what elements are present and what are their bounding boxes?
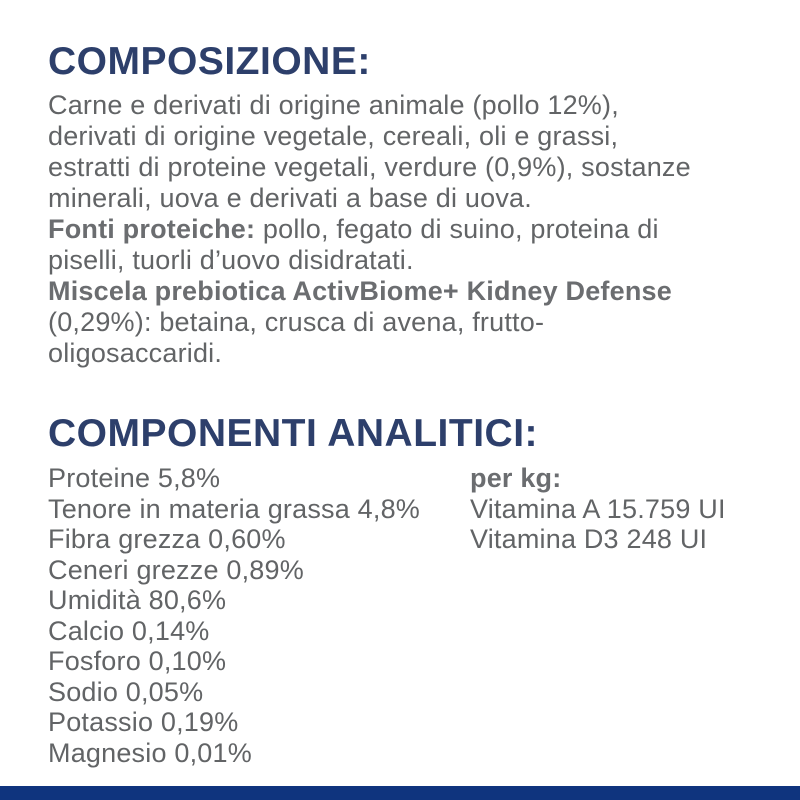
analytical-heading: COMPONENTI ANALITICI: — [48, 412, 539, 455]
composition-line — [48, 276, 691, 307]
per-kg-item: Vitamina A 15.759 UI — [470, 493, 726, 524]
analytical-item: Umidità 80,6% — [48, 585, 227, 615]
composition-line — [48, 338, 691, 369]
composition-line — [48, 152, 691, 183]
composition-bold-segment: Miscela prebiotica ActivBiome+ Kidney Defense — [48, 276, 672, 306]
analytical-item: Potassio 0,19% — [48, 707, 239, 737]
analytical-item: Ceneri grezze 0,89% — [48, 554, 304, 585]
composition-segment: estratti di proteine vegetali, verdure (0,9%), sostanze — [48, 152, 691, 182]
composition-line — [48, 121, 691, 152]
analytical-item: Tenore in materia grassa 4,8% — [48, 493, 420, 524]
composition-line — [48, 214, 691, 245]
analytical-components-list — [48, 463, 420, 768]
per-kg-item: Vitamina D3 248 UI — [470, 524, 708, 554]
composition-line — [48, 183, 691, 214]
composition-segment: Carne e derivati di origine animale (pollo 12%), — [48, 90, 619, 120]
composition-segment: (0,29%): betaina, crusca di avena, frutto- — [48, 307, 545, 337]
composition-line — [48, 307, 691, 338]
composition-segment: oligosaccaridi. — [48, 338, 223, 368]
composition-line — [48, 245, 691, 276]
analytical-item: Magnesio 0,01% — [48, 737, 252, 768]
composition-segment: pollo, fegato di suino, proteina di — [255, 214, 659, 244]
composition-segment: derivati di origine vegetale, cereali, oli e grassi, — [48, 121, 619, 151]
composition-segment: minerali, uova e derivati a base di uova. — [48, 183, 532, 213]
per-kg-label: per kg: — [470, 463, 562, 493]
per-kg-list — [470, 494, 726, 555]
analytical-item: Calcio 0,14% — [48, 615, 210, 646]
composition-bold-segment: Fonti proteiche: — [48, 214, 256, 244]
composition-line — [48, 90, 691, 121]
analytical-item: Sodio 0,05% — [48, 676, 204, 707]
per-kg-block — [470, 463, 726, 555]
composition-segment: piselli, tuorli d’uovo disidratati. — [48, 245, 414, 275]
analytical-item: Fibra grezza 0,60% — [48, 524, 286, 554]
composition-heading: COMPOSIZIONE: — [48, 40, 371, 83]
analytical-item: Proteine 5,8% — [48, 463, 221, 493]
bottom-blue-bar — [0, 786, 800, 800]
analytical-item: Fosforo 0,10% — [48, 646, 227, 676]
composition-text — [48, 90, 691, 369]
